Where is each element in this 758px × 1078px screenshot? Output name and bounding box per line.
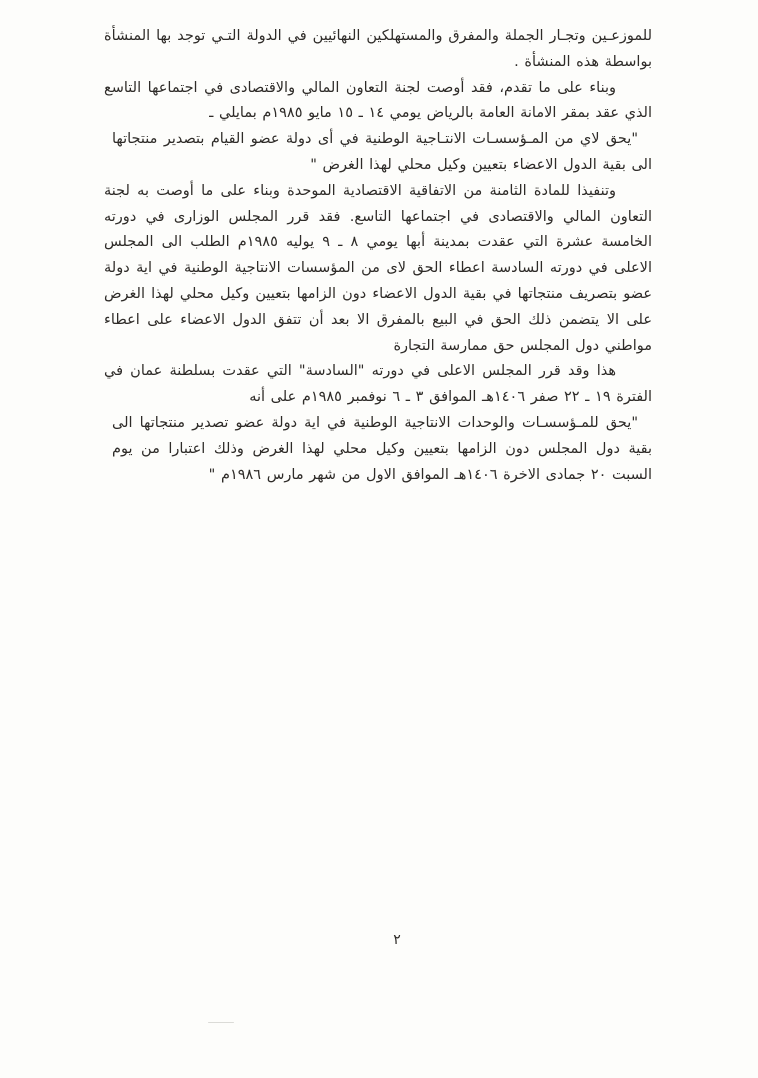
paragraph: وتنفيذا للمادة الثامنة من الاتفاقية الاقتصادية الموحدة وبناء على ما أوصت به لجنة التعاون المالي والاقتصادى في اجتماعها التاسع. فقد قرر المجلس الوزارى في دورته الخامسة عشرة التي عقدت بمدينة أبها يومي ٨ ـ ٩ يوليه ١٩٨٥م الطلب الى المجلس الاعلى في دورته السادسة اعطاء الحق لاى من المؤسسات الانتاجية الوطنية في اية دولة عضو بتصريف منتجاتها في بقية الدول الاعضاء دون الزامها بتعيين وكيل محلي لهذا الغرض على الا يتضمن ذلك الحق في البيع بالمفرق الا بعد أن تتفق الدول الاعضاء على اعطاء مواطني دول المجلس حق ممارسة التجارة: [104, 182, 652, 354]
page-number: [0, 932, 758, 948]
document-text-block: [104, 24, 652, 488]
paragraph: وبناء على ما تقدم، فقد أوصت لجنة التعاون المالي والاقتصادى في اجتماعها التاسع الذي عقد بمقر الامانة العامة بالرياض يومي ١٤ ـ ١٥ مايو ١٩٨٥م بمايلي ـ: [104, 79, 652, 122]
scan-artifact-mark: [208, 1022, 234, 1023]
paragraph: هذا وقد قرر المجلس الاعلى في دورته "السادسة" التي عقدت بسلطنة عمان في الفترة ١٩ ـ ٢٢ صفر ١٤٠٦هـ الموافق ٣ ـ ٦ نوفمبر ١٩٨٥م على أنه: [104, 363, 652, 406]
quoted-paragraph: "يحق للمـؤسسـات والوحدات الانتاجية الوطنية في اية دولة عضو تصدير منتجاتها الى بقية دول المجلس دون الزامها بتعيين وكيل محلي لهذا الغرض وذلك اعتبارا من يوم السبت ٢٠ جمادى الاخرة ١٤٠٦هـ الموافق الاول من شهر مارس ١٩٨٦م ": [112, 414, 652, 483]
quoted-paragraph: "يحق لاي من المـؤسسـات الانتـاجية الوطنية في أى دولة عضو القيام بتصدير منتجاتها الى بقية الدول الاعضاء بتعيين وكيل محلي لهذا الغرض ": [112, 131, 652, 173]
paragraph: للموزعـين وتجـار الجملة والمفرق والمستهلكين النهائيين في الدولة التـي توجد بها المنشأة بواسطة هذه المنشأة .: [104, 28, 652, 70]
page-number-value: ٢: [393, 932, 401, 948]
